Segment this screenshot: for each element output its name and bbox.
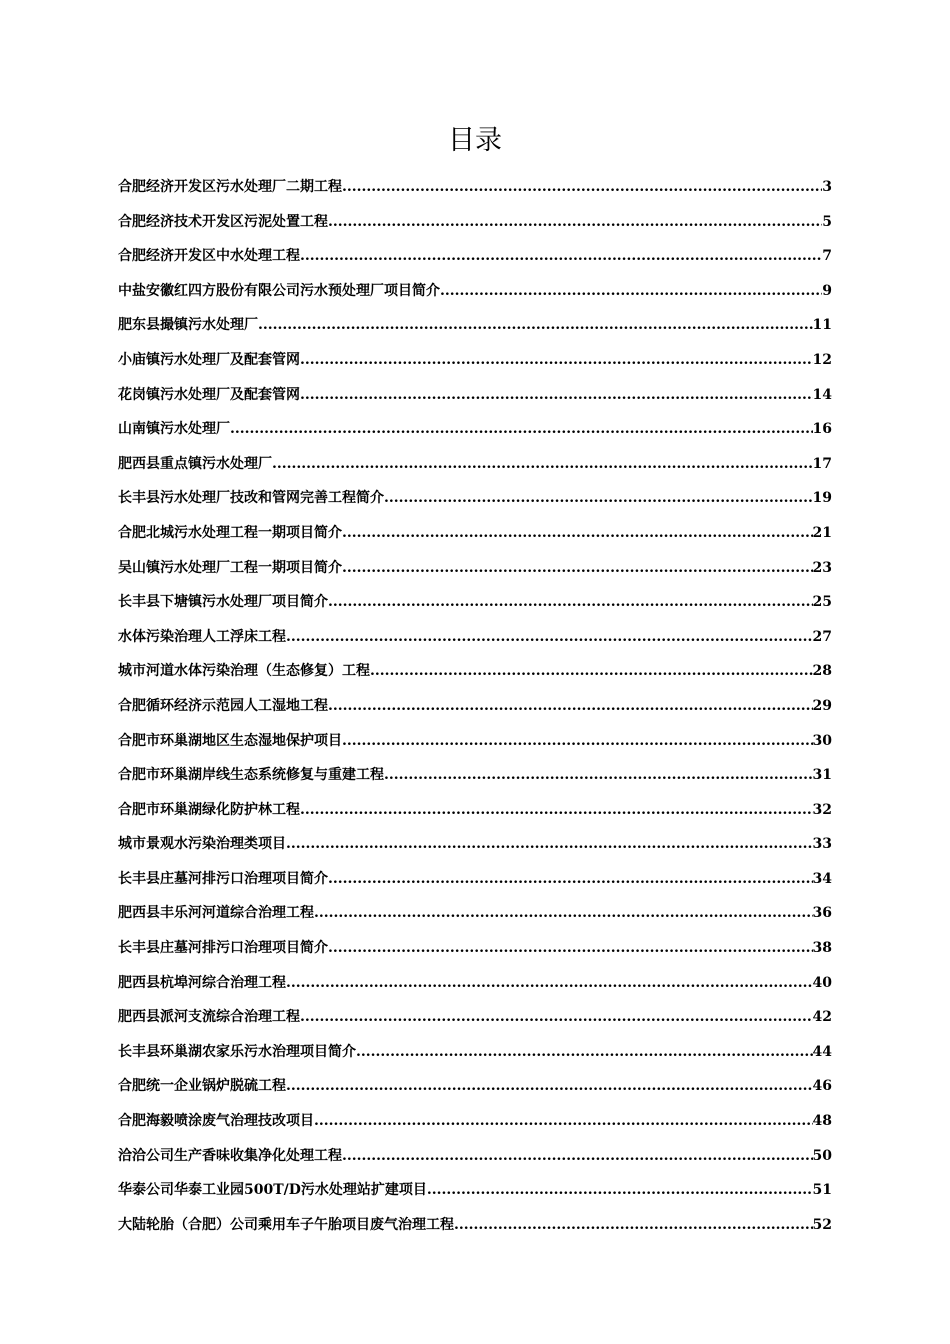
toc-leader-dots <box>300 239 822 274</box>
toc-leader-dots <box>342 724 813 759</box>
table-of-contents <box>118 170 832 1242</box>
toc-entry-title: 华泰公司华泰工业园500T/D污水处理站扩建项目 <box>118 1182 427 1199</box>
toc-entry-page-number: 14 <box>812 386 832 403</box>
toc-entry-page-number: 23 <box>812 559 832 576</box>
toc-entry-page-number: 29 <box>812 697 832 714</box>
toc-entry[interactable] <box>118 620 832 655</box>
toc-entry[interactable] <box>118 447 832 482</box>
toc-entry-title: 长丰县庄墓河排污口治理项目简介 <box>118 870 328 887</box>
toc-leader-dots <box>356 1035 813 1070</box>
toc-leader-dots <box>342 170 822 205</box>
toc-entry[interactable] <box>118 793 832 828</box>
toc-entry[interactable] <box>118 827 832 862</box>
toc-entry[interactable] <box>118 1000 832 1035</box>
toc-leader-dots <box>286 966 813 1001</box>
toc-entry-page-number: 50 <box>812 1147 832 1164</box>
toc-entry-page-number: 38 <box>812 940 832 957</box>
toc-leader-dots <box>384 481 813 516</box>
toc-entry-page-number: 31 <box>812 767 832 784</box>
toc-entry[interactable] <box>118 205 832 240</box>
toc-entry-title: 合肥市环巢湖绿化防护林工程 <box>118 801 300 818</box>
toc-leader-dots <box>342 516 813 551</box>
toc-entry-title: 长丰县污水处理厂技改和管网完善工程简介 <box>118 490 384 507</box>
page-title: 目录 <box>448 125 502 156</box>
toc-entry[interactable] <box>118 654 832 689</box>
toc-entry-title: 水体污染治理人工浮床工程 <box>118 628 286 645</box>
toc-entry[interactable] <box>118 931 832 966</box>
toc-entry[interactable] <box>118 274 832 309</box>
toc-entry-title: 合肥市环巢湖地区生态湿地保护项目 <box>118 732 342 749</box>
toc-entry[interactable] <box>118 585 832 620</box>
toc-entry-title: 城市河道水体污染治理（生态修复）工程 <box>118 663 370 680</box>
toc-entry[interactable] <box>118 551 832 586</box>
toc-entry-page-number: 33 <box>812 836 832 853</box>
toc-entry[interactable] <box>118 412 832 447</box>
toc-leader-dots <box>342 551 813 586</box>
toc-entry-title: 合肥市环巢湖岸线生态系统修复与重建工程 <box>118 767 384 784</box>
toc-entry-page-number: 5 <box>822 213 832 230</box>
toc-entry-page-number: 46 <box>812 1078 832 1095</box>
toc-leader-dots <box>454 1208 813 1243</box>
toc-entry-title: 合肥海毅喷涂废气治理技改项目 <box>118 1113 314 1130</box>
toc-entry-title: 山南镇污水处理厂 <box>118 421 230 438</box>
toc-entry[interactable] <box>118 378 832 413</box>
toc-entry-page-number: 25 <box>812 594 832 611</box>
toc-leader-dots <box>286 620 813 655</box>
toc-entry[interactable] <box>118 862 832 897</box>
toc-entry-page-number: 11 <box>812 317 832 334</box>
toc-entry[interactable] <box>118 1104 832 1139</box>
toc-entry-title: 合肥经济开发区污水处理厂二期工程 <box>118 179 342 195</box>
toc-entry-title: 洽洽公司生产香味收集净化处理工程 <box>118 1147 342 1164</box>
toc-entry-title: 合肥统一企业锅炉脱硫工程 <box>118 1078 286 1095</box>
toc-entry[interactable] <box>118 481 832 516</box>
toc-entry-page-number: 40 <box>812 974 832 991</box>
toc-entry[interactable] <box>118 170 832 205</box>
toc-leader-dots <box>300 343 813 378</box>
toc-leader-dots <box>272 447 813 482</box>
toc-entry-page-number: 17 <box>812 455 832 472</box>
toc-entry-title: 合肥循环经济示范园人工湿地工程 <box>118 697 328 714</box>
toc-entry-title: 小庙镇污水处理厂及配套管网 <box>118 351 300 368</box>
toc-entry-page-number: 51 <box>812 1182 832 1199</box>
toc-entry-title: 合肥经济开发区中水处理工程 <box>118 248 300 265</box>
toc-leader-dots <box>314 1104 813 1139</box>
toc-entry[interactable] <box>118 689 832 724</box>
toc-entry-title: 大陆轮胎（合肥）公司乘用车子午胎项目废气治理工程 <box>118 1216 454 1233</box>
toc-leader-dots <box>286 1069 813 1104</box>
toc-entry[interactable] <box>118 1139 832 1174</box>
toc-entry-title: 合肥北城污水处理工程一期项目简介 <box>118 524 342 541</box>
toc-entry-page-number: 16 <box>812 421 832 438</box>
toc-leader-dots <box>328 862 813 897</box>
toc-entry-page-number: 28 <box>812 663 832 680</box>
toc-entry-page-number: 48 <box>812 1113 832 1130</box>
toc-entry[interactable] <box>118 1173 832 1208</box>
toc-entry[interactable] <box>118 516 832 551</box>
toc-leader-dots <box>328 931 813 966</box>
toc-entry-title: 吴山镇污水处理厂工程一期项目简介 <box>118 559 342 576</box>
toc-entry[interactable] <box>118 308 832 343</box>
toc-entry-page-number: 3 <box>822 179 832 195</box>
toc-leader-dots <box>300 793 813 828</box>
toc-entry[interactable] <box>118 1208 832 1243</box>
toc-leader-dots <box>300 378 813 413</box>
toc-leader-dots <box>370 654 813 689</box>
toc-entry-page-number: 42 <box>812 1009 832 1026</box>
toc-entry-title: 城市景观水污染治理类项目 <box>118 836 286 853</box>
toc-entry-page-number: 32 <box>812 801 832 818</box>
toc-entry-title: 肥西县丰乐河河道综合治理工程 <box>118 905 314 922</box>
toc-leader-dots <box>328 205 822 240</box>
toc-entry[interactable] <box>118 1035 832 1070</box>
toc-entry-title: 肥西县派河支流综合治理工程 <box>118 1009 300 1026</box>
toc-leader-dots <box>384 758 813 793</box>
toc-leader-dots <box>328 689 813 724</box>
toc-entry-title: 中盐安徽红四方股份有限公司污水预处理厂项目简介 <box>118 282 440 299</box>
toc-entry[interactable] <box>118 1069 832 1104</box>
toc-entry-page-number: 52 <box>812 1216 832 1233</box>
toc-leader-dots <box>342 1139 813 1174</box>
toc-entry-page-number: 21 <box>812 524 832 541</box>
toc-leader-dots <box>230 412 813 447</box>
toc-entry-title: 肥东县撮镇污水处理厂 <box>118 317 258 334</box>
toc-entry[interactable] <box>118 896 832 931</box>
toc-leader-dots <box>440 274 822 309</box>
toc-entry-page-number: 7 <box>822 248 832 265</box>
toc-entry[interactable] <box>118 343 832 378</box>
toc-entry[interactable] <box>118 239 832 274</box>
toc-entry-title: 花岗镇污水处理厂及配套管网 <box>118 386 300 403</box>
toc-leader-dots <box>427 1173 813 1208</box>
toc-entry-page-number: 34 <box>812 870 832 887</box>
toc-entry-title: 肥西县杭埠河综合治理工程 <box>118 974 286 991</box>
toc-leader-dots <box>314 896 813 931</box>
toc-entry[interactable] <box>118 758 832 793</box>
toc-entry-title: 长丰县庄墓河排污口治理项目简介 <box>118 940 328 957</box>
toc-entry-title: 肥西县重点镇污水处理厂 <box>118 455 272 472</box>
toc-leader-dots <box>328 585 813 620</box>
toc-leader-dots <box>286 827 813 862</box>
toc-entry-page-number: 9 <box>822 282 832 299</box>
toc-entry[interactable] <box>118 724 832 759</box>
toc-entry-page-number: 19 <box>812 490 832 507</box>
toc-leader-dots <box>300 1000 813 1035</box>
toc-entry[interactable] <box>118 966 832 1001</box>
toc-entry-title: 长丰县下塘镇污水处理厂项目简介 <box>118 594 328 611</box>
toc-entry-page-number: 30 <box>812 732 832 749</box>
toc-entry-page-number: 12 <box>812 351 832 368</box>
toc-entry-page-number: 44 <box>812 1043 832 1060</box>
toc-entry-page-number: 27 <box>812 628 832 645</box>
toc-entry-title: 合肥经济技术开发区污泥处置工程 <box>118 213 328 230</box>
toc-leader-dots <box>258 308 813 343</box>
toc-entry-page-number: 36 <box>812 905 832 922</box>
toc-entry-title: 长丰县环巢湖农家乐污水治理项目简介 <box>118 1043 356 1060</box>
